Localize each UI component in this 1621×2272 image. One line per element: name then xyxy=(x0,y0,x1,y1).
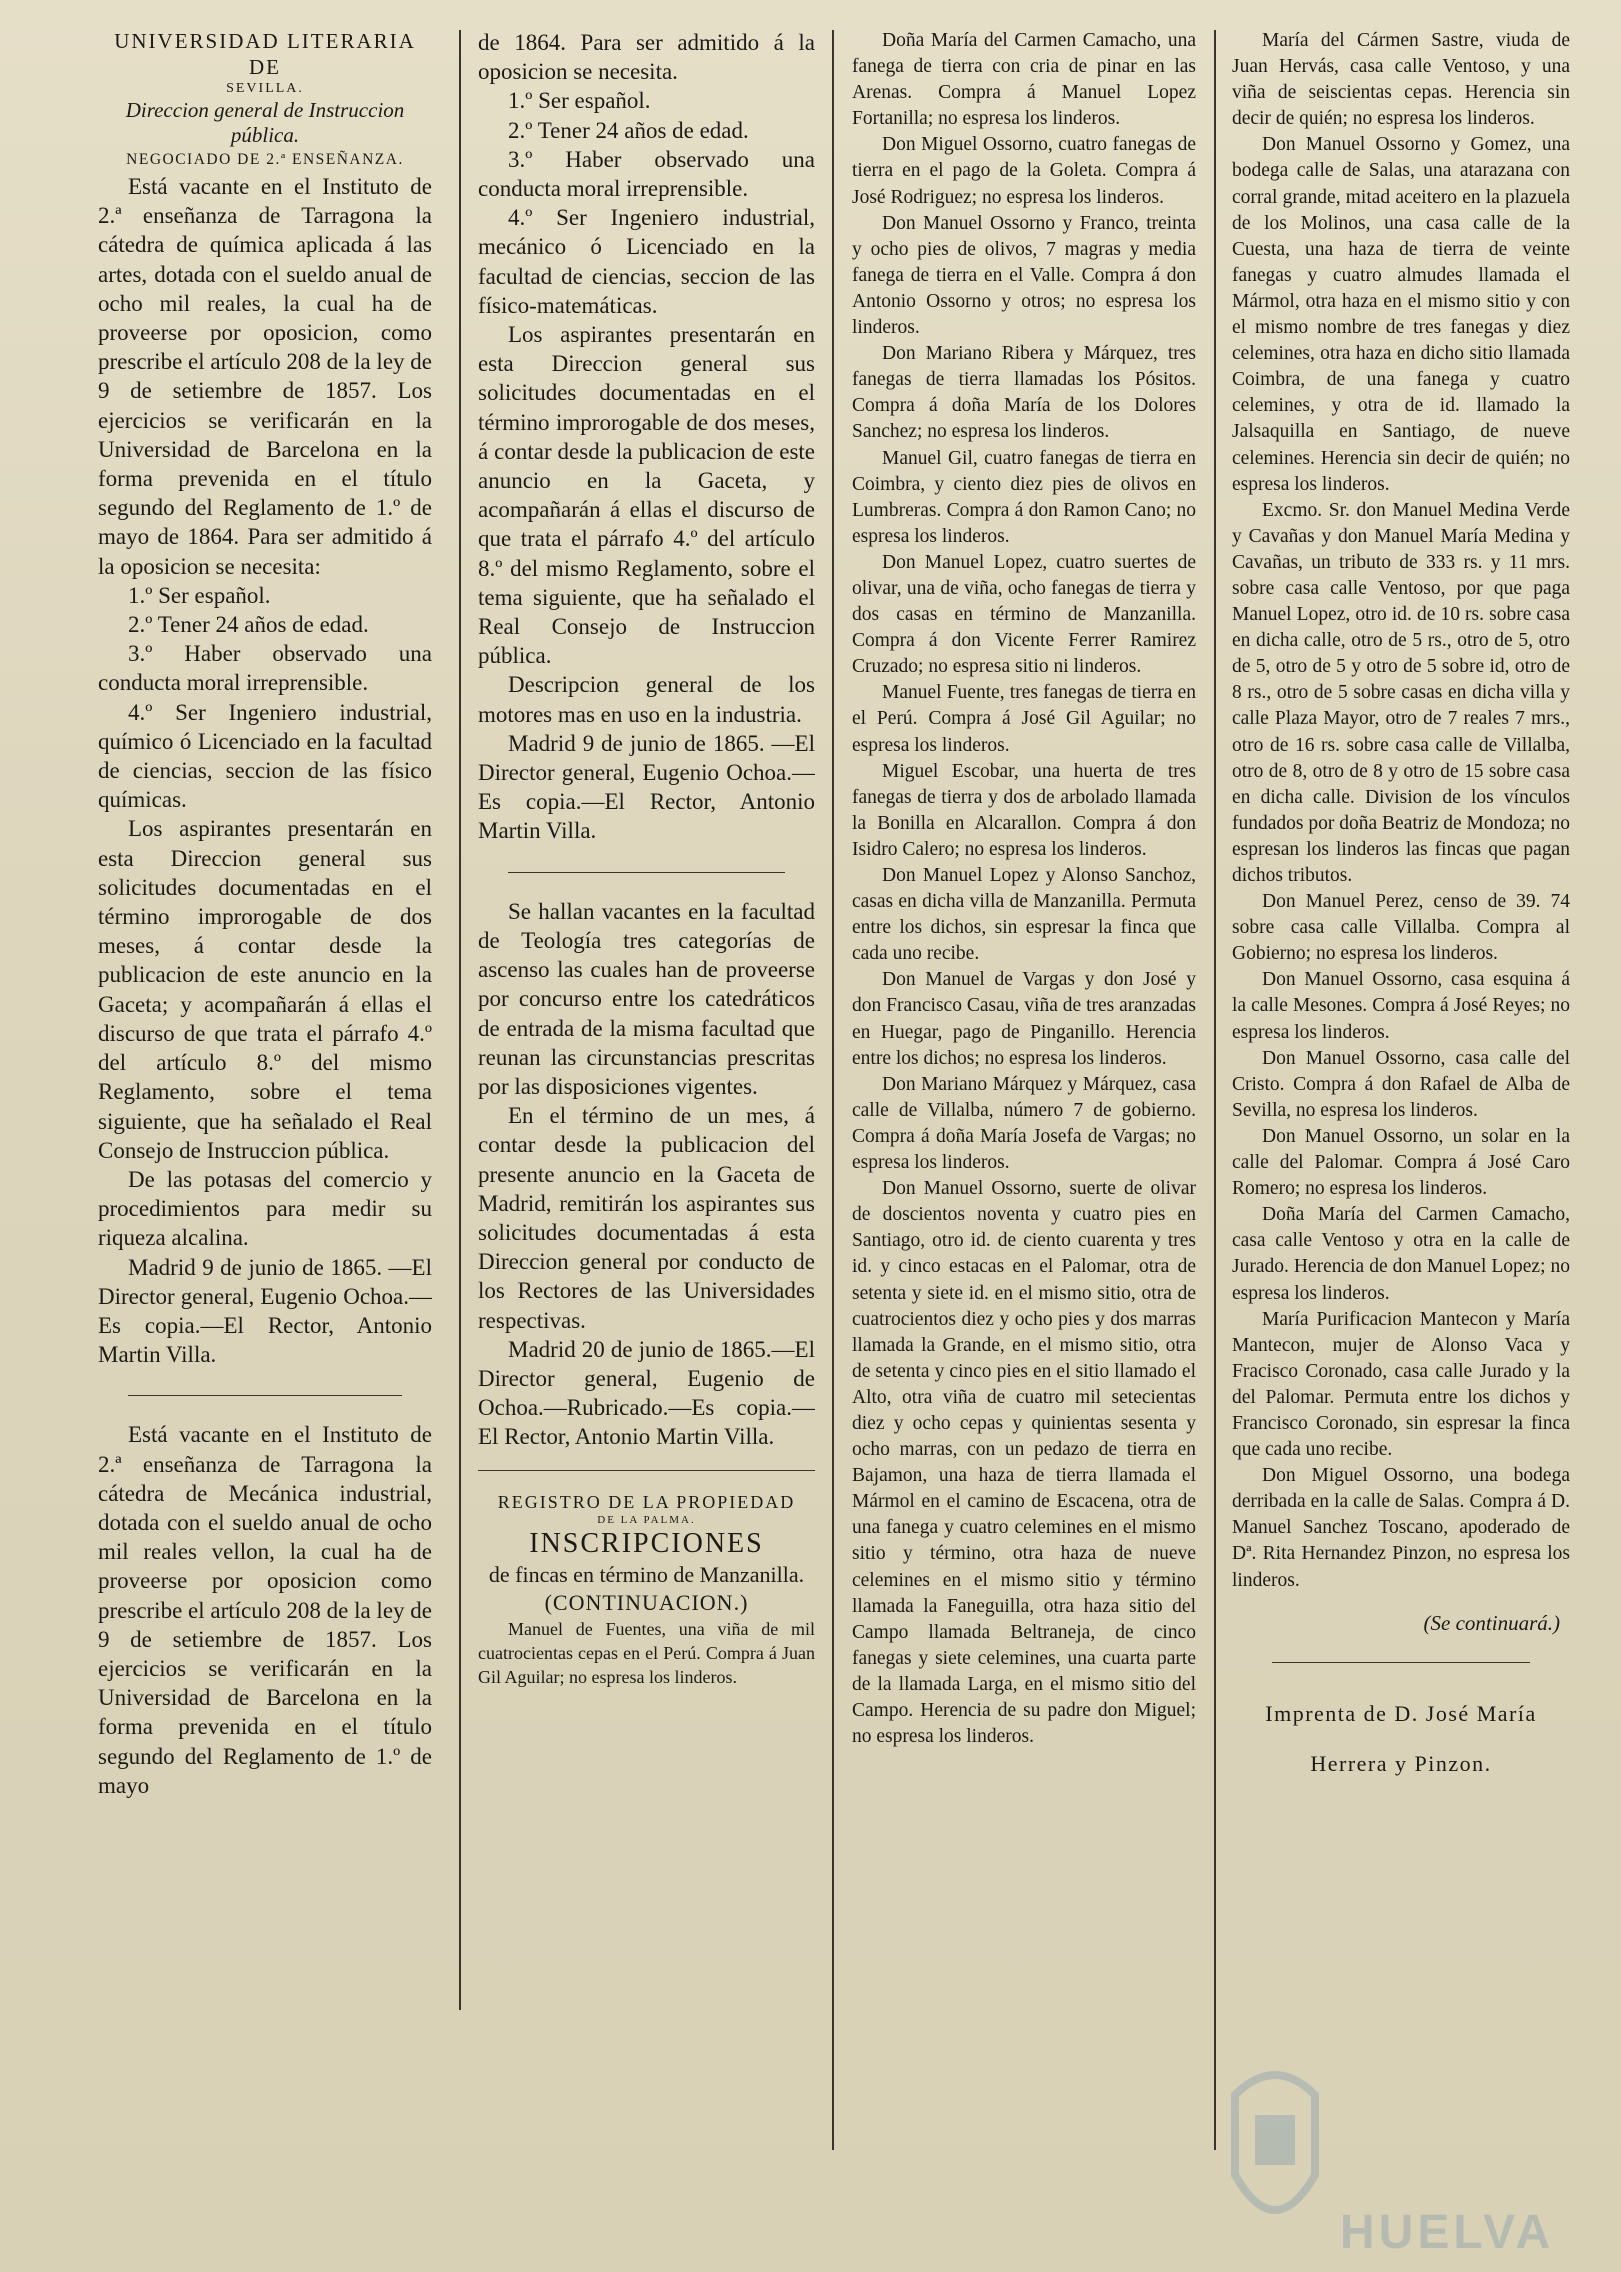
entry: Manuel Gil, cuatro fanegas de tierra en Coimbra, y ciento diez pies de olivos en Lumbreras. Compra á don Ramon Cano; no espresa los linderos. xyxy=(852,447,1196,547)
entry: Don Manuel Ossorno, casa calle del Cristo. Compra á don Rafael de Alba de Sevilla, no espresa los linderos. xyxy=(1232,1047,1570,1121)
entry: Don Manuel Ossorno, un solar en la calle del Palomar. Compra á José Caro Romero; no espresa los linderos. xyxy=(1232,1125,1570,1200)
paragraph: 1.º Ser español. xyxy=(508,88,651,114)
paragraph: 1.º Ser español. xyxy=(128,582,271,608)
header-negociado: NEGOCIADO DE 2.ª ENSEÑANZA. xyxy=(126,151,404,168)
entry: Don Manuel Ossorno y Gomez, una bodega calle de Salas, una atarazana con corral grande, mitad aceitero en la plazuela de los Molinos, una casa calle de la Cuesta, una haza de tierra de veinte fanegas y cuatro almudes llamada el Mármol, otra haza en el mismo sitio y con el mismo nombre de tres fanegas y diez celemines, otra haza en dicho sitio llamada Coimbra, de una fanega y cuatro celemines, y otra de id. llamado la Jalsaquilla en Santiago, de nueve celemines. Herencia sin decir de quién; no espresa los linderos. xyxy=(1232,134,1570,495)
inscripciones-heading: INSCRIPCIONES xyxy=(529,1527,764,1559)
section-rule xyxy=(478,1470,815,1471)
crest-icon xyxy=(1220,2055,1330,2245)
paragraph: 4.º Ser Ingeniero industrial, mecánico ó Licenciado en la facultad de ciencias, seccion de las físico-matemáticas. xyxy=(478,205,815,318)
signature: Madrid 9 de junio de 1865. —El Director general, Eugenio Ochoa.—Es copia.—El Rector, Antonio Martin Villa. xyxy=(478,730,815,844)
header-university: UNIVERSIDAD LITERARIA DE xyxy=(114,29,416,79)
registro-title: REGISTRO DE LA PROPIEDAD xyxy=(497,1491,796,1512)
signature: Madrid 9 de junio de 1865. —El Director general, Eugenio Ochoa.—Es copia.—El Rector, Antonio Martin Villa. xyxy=(98,1254,432,1368)
column-divider xyxy=(1214,30,1216,2150)
column-divider xyxy=(459,30,461,2010)
header-direccion: Direccion general de Instruccion pública. xyxy=(125,98,405,147)
inscripciones-subheading: de fincas en término de Manzanilla. xyxy=(488,1561,805,1587)
paragraph: Se hallan vacantes en la facultad de Teología tres categorías de ascenso las cuales han de proveerse por concurso entre los catedráticos de entrada de la misma facultad que reunan las circunstancias prescritas por las disposiciones vigentes. xyxy=(478,898,815,1099)
imprint-line-2: Herrera y Pinzon. xyxy=(1310,1750,1492,1776)
paragraph: Los aspirantes presentarán en esta Direccion general sus solicitudes documentadas en el término improrogable de dos meses, á contar desde la publicacion de este anuncio en la Gaceta; y acompañarán á ellas el discurso de que trata el párrafo 4.º del artículo 8.º del mismo Reglamento, sobre el tema siguiente, que ha señalado el Real Consejo de Instruccion pública. xyxy=(98,816,432,1163)
section-rule xyxy=(128,1395,402,1396)
paragraph: Está vacante en el Instituto de 2.ª enseñanza de Tarragona la cátedra de química aplicada á las artes, dotada con el sueldo anual de ocho mil reales, la cual ha de proveerse por oposicion, como prescribe el artículo 208 de la ley de 9 de setiembre de 1857. Los ejercicios se verificarán en la Universidad de Barcelona en la forma prevenida en el título segundo del Reglamento de 1.º de mayo de 1864. Para ser admitido á la oposicion se necesita: xyxy=(98,174,432,579)
entry: Don Miguel Ossorno, cuatro fanegas de tierra en el pago de la Goleta. Compra á José Rodriguez; no espresa los linderos. xyxy=(852,134,1196,208)
entry: Miguel Escobar, una huerta de tres fanegas de tierra y dos de arbolado llamada la Bonilla en Alcarallon. Compra á don Isidro Calero; no espresa los linderos. xyxy=(852,760,1196,860)
registro-subtitle: DE LA PALMA. xyxy=(597,1513,696,1526)
entry: Don Manuel Lopez, cuatro suertes de olivar, una de viña, ocho fanegas de tierra y dos casas en término de Manzanilla. Compra á don Vicente Ferrer Ramirez Cruzado; no espresa sitio ni linderos. xyxy=(852,551,1196,678)
continuation-label: (CONTINUACION.) xyxy=(544,1589,749,1615)
header-city: SEVILLA. xyxy=(226,81,304,96)
entry: Manuel Fuente, tres fanegas de tierra en el Perú. Compra á José Gil Aguilar; no espresa los linderos. xyxy=(852,682,1196,756)
entry: Don Manuel Perez, censo de 39. 74 sobre casa calle Villalba. Compra al Gobierno; no espresa los linderos. xyxy=(1232,891,1570,965)
column-divider xyxy=(832,30,834,2150)
section-rule xyxy=(508,872,785,873)
entry: Don Manuel Lopez y Alonso Sanchoz, casas en dicha villa de Manzanilla. Permuta entre los dichos, sin espresar la finca que cada uno recibe. xyxy=(852,865,1196,965)
paragraph: 3.º Haber observado una conducta moral irreprensible. xyxy=(478,146,815,202)
entry: Don Mariano Márquez y Márquez, casa calle de Villalba, número 7 de gobierno. Compra á doña María Josefa de Vargas; no espresa los linderos. xyxy=(852,1073,1196,1174)
paragraph: De las potasas del comercio y procedimientos para medir su riqueza alcalina. xyxy=(98,1166,432,1251)
paragraph: En el término de un mes, á contar desde la publicacion del presente anuncio en la Gaceta de Madrid, remitirán los aspirantes sus solicitudes documentadas á esta Direccion general por conducto de los Rectores de las Universidades respectivas. xyxy=(478,1103,815,1333)
paragraph: 3.º Haber observado una conducta moral irreprensible. xyxy=(98,641,432,696)
column-1 xyxy=(98,28,432,2228)
entry: María Purificacion Mantecon y María Mantecon, mujer de Alonso Vaca y Fracisco Coronado, casa calle Jurado y la del Palomar. Permuta entre los dichos y Francisco Coronado, sin espresar la finca que cada uno recibe. xyxy=(1232,1308,1570,1461)
entry: Don Manuel de Vargas y don José y don Francisco Casau, viña de tres aranzadas en Huegar, pago de Pinganillo. Herencia entre los dichos; no espresa los linderos. xyxy=(852,969,1196,1069)
column-4 xyxy=(1232,28,1570,2228)
watermark-text: HUELVA xyxy=(1340,2206,1555,2259)
continued-note: (Se continuará.) xyxy=(1423,1610,1560,1635)
entry: Manuel de Fuentes, una viña de mil cuatrocientas cepas en el Perú. Compra á Juan Gil Aguilar; no espresa los linderos. xyxy=(478,1618,815,1687)
paragraph: de 1864. Para ser admitido á la oposicion se necesita. xyxy=(478,30,815,85)
entry: Don Miguel Ossorno, una bodega derribada en la calle de Salas. Compra á D. Manuel Sanchez Toscano, apoderado de Dª. Rita Hernandez Pinzon, no espresa los linderos. xyxy=(1232,1465,1570,1591)
column-3 xyxy=(852,28,1196,2228)
entry: Excmo. Sr. don Manuel Medina Verde y Cavañas y don Manuel María Medina y Cavañas, un tributo de 333 rs. y 11 mrs. sobre casa calle Ventoso, por que paga Manuel Lopez, otro id. de 10 rs. sobre casa en dicha calle, otro de 5 rs., otro de 5, otro de 5, otro de 5 y otro de 5 sobre id, otro de 8 rs., otro de 5 sobre casas en dicha villa y calle Plaza Mayor, otro de 7 reales 7 mrs., otro de 16 rs. sobre casa calle de Villalba, otro de 8, otro de 8 y otro de 15 sobre casa en dicha calle. Division de los vínculos fundados por doña Beatriz de Mondoza; no espresan los linderos las fincas que pagan dichos tributos. xyxy=(1232,499,1570,886)
entry: Don Manuel Ossorno, suerte de olivar de doscientos noventa y cuatro pies en Santiago, otro id. de ciento cuarenta y tres id. y cinco estacas en el Palomar, otra de setenta y siete id. en el mismo sitio, otra de cuatrocientos diez y ocho pies y dos marras llamada la Grande, en el mismo sitio, otra de setenta y cinco pies en el sitio llamado el Alto, otra viña de cuatro mil setecientas diez y ocho cepas y quinientas sesenta y ocho marras, con un pedazo de tierra en Bajamon, una haza de tierra llamada el Mármol en el camino de Escacena, otra de una fanega y cuatro celemines en el mismo sitio y término, otra haza de nueve celemines en el mismo sitio y término llamada la Faneguilla, otra haza sitio del Campo llamada Beltraneja, de cinco fanegas y siete celemines, una cuarta parte de la llamada Larga, en el mismo sitio del Campo. Herencia de su padre don Miguel; no espresa los linderos. xyxy=(852,1178,1196,1748)
entry: Don Manuel Ossorno, casa esquina á la calle Mesones. Compra á José Reyes; no espresa los linderos. xyxy=(1232,969,1570,1043)
entry: Doña María del Carmen Camacho, una fanega de tierra con cria de pinar en las Arenas. Compra á Manuel Lopez Fortanilla; no espresa los linderos. xyxy=(852,30,1196,130)
imprint-line-1: Imprenta de D. José María xyxy=(1265,1700,1537,1726)
signature: Madrid 20 de junio de 1865.—El Director general, Eugenio de Ochoa.—Rubricado.—Es copia.—El Rector, Antonio Martin Villa. xyxy=(478,1336,815,1450)
archive-watermark xyxy=(1220,2055,1555,2259)
entry: María del Cármen Sastre, viuda de Juan Hervás, casa calle Ventoso, y una viña de seiscientas cepas. Herencia sin decir de quién; no espresa los linderos. xyxy=(1232,30,1570,130)
entry: Don Manuel Ossorno y Franco, treinta y ocho pies de olivos, 7 magras y media fanega de tierra en el Valle. Compra á don Antonio Ossorno y otros; no espresa los linderos. xyxy=(852,212,1196,339)
paragraph: 2.º Tener 24 años de edad. xyxy=(508,117,749,143)
paragraph: Los aspirantes presentarán en esta Direccion general sus solicitudes documentadas en el término improrogable de dos meses, á contar desde la publicacion de este anuncio en la Gaceta, y acompañarán á ellas el discurso de que trata el párrafo 4.º del artículo 8.º del mismo Reglamento, sobre el tema siguiente, que ha señalado el Real Consejo de Instruccion pública. xyxy=(478,322,815,669)
paragraph: Descripcion general de los motores mas en uso en la industria. xyxy=(478,672,815,727)
paragraph: Está vacante en el Instituto de 2.ª enseñanza de Tarragona la cátedra de Mecánica industrial, dotada con el sueldo anual de ocho mil reales vellon, la cual ha de proveerse por oposicion como prescribe el artículo 208 de la ley de 9 de setiembre de 1857. Los ejercicios se verificarán en la Universidad de Barcelona en la forma prevenida en el título segundo del Reglamento de 1.º de mayo xyxy=(98,1422,432,1798)
paragraph: 2.º Tener 24 años de edad. xyxy=(128,612,369,638)
section-rule xyxy=(1272,1662,1530,1663)
entry: Don Mariano Ribera y Márquez, tres fanegas de tierra llamadas los Pósitos. Compra á doña María de los Dolores Sanchez; no espresa los linderos. xyxy=(852,343,1196,443)
column-2 xyxy=(478,28,815,2228)
paragraph: 4.º Ser Ingeniero industrial, químico ó Licenciado en la facultad de ciencias, seccion de las físico químicas. xyxy=(98,699,432,813)
entry: Doña María del Carmen Camacho, casa calle Ventoso y otra en la calle de Jurado. Herencia de don Manuel Lopez; no espresa los linderos. xyxy=(1232,1204,1570,1304)
